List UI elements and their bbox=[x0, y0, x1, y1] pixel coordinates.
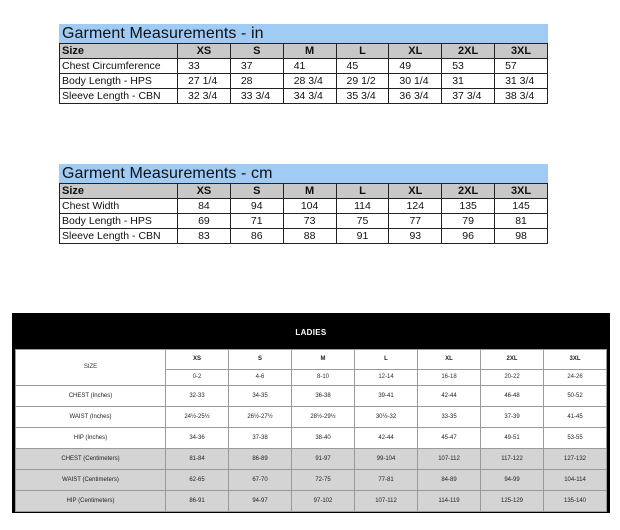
table-cell: 127-132 bbox=[544, 448, 607, 469]
size-name: XL bbox=[418, 349, 481, 369]
row-label: CHEST (Inches) bbox=[16, 385, 166, 406]
table-cell: 30 1/4 bbox=[389, 74, 442, 89]
table-cell: 67-70 bbox=[229, 469, 292, 490]
table-cell: 107-112 bbox=[418, 448, 481, 469]
table-cell: 99-104 bbox=[355, 448, 418, 469]
table-cell: 83 bbox=[178, 229, 231, 244]
table-cell: 32 3/4 bbox=[178, 89, 231, 104]
table-cell: 49 bbox=[389, 59, 442, 74]
table-cell: 53 bbox=[442, 59, 495, 74]
table-row bbox=[16, 406, 607, 427]
table-cell: 30½-32 bbox=[355, 406, 418, 427]
size-name: XS bbox=[166, 349, 229, 369]
table-cell: 45 bbox=[336, 59, 389, 74]
table-cell: 124 bbox=[389, 199, 442, 214]
table-cell: 114-119 bbox=[418, 490, 481, 511]
table-cell: 97-102 bbox=[292, 490, 355, 511]
table-cell: 50-52 bbox=[544, 385, 607, 406]
table-cell: 42-44 bbox=[418, 385, 481, 406]
table-cell: 62-65 bbox=[166, 469, 229, 490]
size-range: 20-22 bbox=[481, 369, 544, 385]
table-cell: 135 bbox=[442, 199, 495, 214]
garment-measurements-inches bbox=[59, 24, 548, 104]
header-cell: XS bbox=[178, 44, 231, 59]
row-label: WAIST (Centimeters) bbox=[16, 469, 166, 490]
header-cell: L bbox=[336, 44, 389, 59]
header-cell: M bbox=[283, 184, 336, 199]
table-cell: 104-114 bbox=[544, 469, 607, 490]
table-cell: 37 3/4 bbox=[442, 89, 495, 104]
size-range: 16-18 bbox=[418, 369, 481, 385]
table-cell: 94-97 bbox=[229, 490, 292, 511]
table-cell: 94-99 bbox=[481, 469, 544, 490]
table-cell: 32-33 bbox=[166, 385, 229, 406]
header-cell: 3XL bbox=[495, 184, 548, 199]
size-range: 12-14 bbox=[355, 369, 418, 385]
inches-table bbox=[59, 43, 548, 104]
table-cell: 81 bbox=[495, 214, 548, 229]
table-cell: 38-40 bbox=[292, 427, 355, 448]
table-cell: 33-35 bbox=[418, 406, 481, 427]
ladies-table bbox=[15, 316, 607, 512]
table-cell: 73 bbox=[283, 214, 336, 229]
table-cell: 75 bbox=[336, 214, 389, 229]
header-cell: 3XL bbox=[495, 44, 548, 59]
cm-table bbox=[59, 183, 548, 244]
table-cell: 37-39 bbox=[481, 406, 544, 427]
table-cell: 53-55 bbox=[544, 427, 607, 448]
row-label: CHEST (Centimeters) bbox=[16, 448, 166, 469]
table-cell: 35 3/4 bbox=[336, 89, 389, 104]
size-range: 8-10 bbox=[292, 369, 355, 385]
header-cell: Size bbox=[60, 184, 178, 199]
row-label: Body Length - HPS bbox=[60, 74, 178, 89]
table-row bbox=[60, 89, 548, 104]
table-cell: 49-51 bbox=[481, 427, 544, 448]
ladies-size-chart bbox=[12, 313, 610, 513]
size-label: SIZE bbox=[16, 349, 166, 385]
size-range: 0-2 bbox=[166, 369, 229, 385]
table-cell: 57 bbox=[495, 59, 548, 74]
ladies-title: LADIES bbox=[16, 316, 607, 349]
size-name: S bbox=[229, 349, 292, 369]
row-label: Chest Circumference bbox=[60, 59, 178, 74]
size-name: L bbox=[355, 349, 418, 369]
table-cell: 28½-29½ bbox=[292, 406, 355, 427]
table-cell: 86-91 bbox=[166, 490, 229, 511]
table-row bbox=[16, 448, 607, 469]
size-name: M bbox=[292, 349, 355, 369]
header-cell: Size bbox=[60, 44, 178, 59]
table-cell: 98 bbox=[495, 229, 548, 244]
table-cell: 84-89 bbox=[418, 469, 481, 490]
table-row bbox=[60, 59, 548, 74]
table-cell: 96 bbox=[442, 229, 495, 244]
table-cell: 42-44 bbox=[355, 427, 418, 448]
cm-header-row bbox=[60, 184, 548, 199]
table-cell: 91-97 bbox=[292, 448, 355, 469]
table-row bbox=[60, 74, 548, 89]
table-cell: 31 3/4 bbox=[495, 74, 548, 89]
table-cell: 34-36 bbox=[166, 427, 229, 448]
table-cell: 86 bbox=[230, 229, 283, 244]
table-cell: 81-84 bbox=[166, 448, 229, 469]
table-row bbox=[60, 199, 548, 214]
header-cell: 2XL bbox=[442, 184, 495, 199]
table-row bbox=[16, 490, 607, 511]
table-row bbox=[16, 385, 607, 406]
header-cell: L bbox=[336, 184, 389, 199]
size-range: 24-26 bbox=[544, 369, 607, 385]
row-label: Sleeve Length - CBN bbox=[60, 89, 178, 104]
header-cell: 2XL bbox=[442, 44, 495, 59]
table-cell: 91 bbox=[336, 229, 389, 244]
cm-table-title: Garment Measurements - cm bbox=[59, 164, 548, 183]
header-cell: XS bbox=[178, 184, 231, 199]
table-cell: 33 3/4 bbox=[230, 89, 283, 104]
header-cell: S bbox=[230, 44, 283, 59]
row-label: Sleeve Length - CBN bbox=[60, 229, 178, 244]
table-cell: 33 bbox=[178, 59, 231, 74]
table-row bbox=[60, 229, 548, 244]
table-cell: 88 bbox=[283, 229, 336, 244]
table-cell: 36-38 bbox=[292, 385, 355, 406]
table-cell: 114 bbox=[336, 199, 389, 214]
row-label: HIP (Inches) bbox=[16, 427, 166, 448]
size-name: 2XL bbox=[481, 349, 544, 369]
table-cell: 77 bbox=[389, 214, 442, 229]
table-cell: 31 bbox=[442, 74, 495, 89]
table-cell: 36 3/4 bbox=[389, 89, 442, 104]
table-cell: 86-89 bbox=[229, 448, 292, 469]
table-cell: 26½-27½ bbox=[229, 406, 292, 427]
table-cell: 135-140 bbox=[544, 490, 607, 511]
table-cell: 37-38 bbox=[229, 427, 292, 448]
table-row bbox=[16, 469, 607, 490]
table-cell: 84 bbox=[178, 199, 231, 214]
table-cell: 71 bbox=[230, 214, 283, 229]
table-cell: 104 bbox=[283, 199, 336, 214]
table-cell: 145 bbox=[495, 199, 548, 214]
table-row bbox=[16, 427, 607, 448]
header-cell: XL bbox=[389, 184, 442, 199]
row-label: HIP (Centimeters) bbox=[16, 490, 166, 511]
table-cell: 72-75 bbox=[292, 469, 355, 490]
table-cell: 79 bbox=[442, 214, 495, 229]
table-cell: 107-112 bbox=[355, 490, 418, 511]
table-cell: 46-48 bbox=[481, 385, 544, 406]
table-cell: 34 3/4 bbox=[283, 89, 336, 104]
row-label: Chest Width bbox=[60, 199, 178, 214]
table-cell: 28 bbox=[230, 74, 283, 89]
table-cell: 39-41 bbox=[355, 385, 418, 406]
table-cell: 94 bbox=[230, 199, 283, 214]
header-cell: XL bbox=[389, 44, 442, 59]
row-label: WAIST (Inches) bbox=[16, 406, 166, 427]
table-cell: 77-81 bbox=[355, 469, 418, 490]
size-range: 4-6 bbox=[229, 369, 292, 385]
table-cell: 37 bbox=[230, 59, 283, 74]
inches-table-title: Garment Measurements - in bbox=[59, 24, 548, 43]
size-name: 3XL bbox=[544, 349, 607, 369]
inches-header-row bbox=[60, 44, 548, 59]
table-cell: 69 bbox=[178, 214, 231, 229]
garment-measurements-cm bbox=[59, 164, 548, 244]
table-cell: 28 3/4 bbox=[283, 74, 336, 89]
table-cell: 24½-25½ bbox=[166, 406, 229, 427]
table-cell: 93 bbox=[389, 229, 442, 244]
table-cell: 41-45 bbox=[544, 406, 607, 427]
table-cell: 45-47 bbox=[418, 427, 481, 448]
row-label: Body Length - HPS bbox=[60, 214, 178, 229]
ladies-size-row bbox=[16, 349, 607, 369]
table-cell: 125-129 bbox=[481, 490, 544, 511]
table-cell: 41 bbox=[283, 59, 336, 74]
table-row bbox=[60, 214, 548, 229]
table-cell: 117-122 bbox=[481, 448, 544, 469]
header-cell: M bbox=[283, 44, 336, 59]
table-cell: 38 3/4 bbox=[495, 89, 548, 104]
table-cell: 27 1/4 bbox=[178, 74, 231, 89]
table-cell: 29 1/2 bbox=[336, 74, 389, 89]
table-cell: 34-35 bbox=[229, 385, 292, 406]
header-cell: S bbox=[230, 184, 283, 199]
